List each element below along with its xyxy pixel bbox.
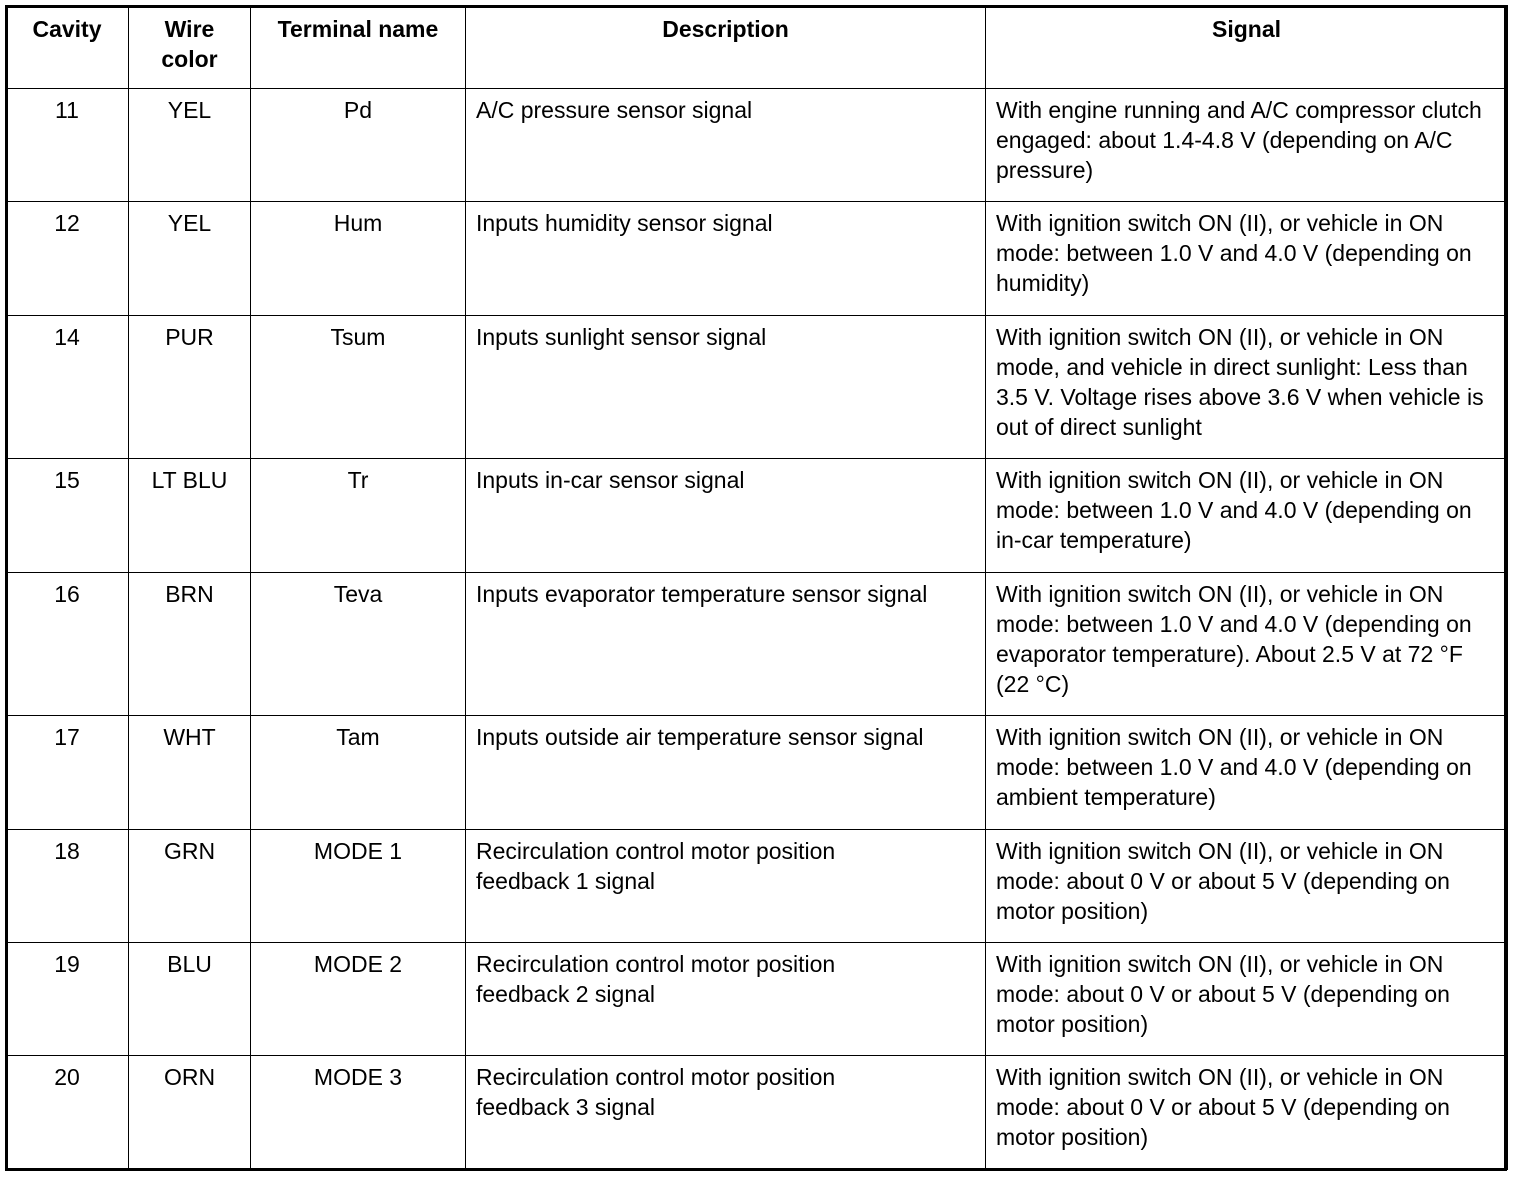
- cell-wire-color: YEL: [129, 202, 251, 316]
- cell-terminal-name: MODE 3: [251, 1056, 466, 1170]
- table-row: [6, 89, 1508, 202]
- table-row: [6, 716, 1508, 830]
- cell-cavity: 11: [6, 89, 129, 202]
- table-row: [6, 202, 1508, 316]
- cell-cavity: 15: [6, 459, 129, 573]
- cell-cavity: 14: [6, 316, 129, 459]
- cell-terminal-name: Tsum: [251, 316, 466, 459]
- table-row: [6, 316, 1508, 459]
- table-row: [6, 830, 1508, 943]
- cell-terminal-name: Teva: [251, 573, 466, 716]
- header-signal: Signal: [986, 6, 1508, 89]
- cell-signal: With ignition switch ON (II), or vehicle in ON mode: between 1.0 V and 4.0 V (depending on evaporator temperature). About 2.5 V at 72 °F (22 °C): [986, 573, 1508, 716]
- cell-signal: With engine running and A/C compressor clutch engaged: about 1.4-4.8 V (depending on A/C pressure): [986, 89, 1508, 202]
- cell-cavity: 20: [6, 1056, 129, 1170]
- table-row: [6, 573, 1508, 716]
- cell-terminal-name: Pd: [251, 89, 466, 202]
- cell-cavity: 18: [6, 830, 129, 943]
- table-row: [6, 943, 1508, 1056]
- cell-description: Inputs in-car sensor signal: [466, 459, 986, 573]
- connector-pinout-table: [5, 5, 1508, 1170]
- pinout-table-container: [5, 5, 1507, 1170]
- cell-description: Recirculation control motor position feedback 3 signal: [466, 1056, 986, 1170]
- cell-wire-color: BRN: [129, 573, 251, 716]
- cell-signal: With ignition switch ON (II), or vehicle in ON mode: between 1.0 V and 4.0 V (depending on ambient temperature): [986, 716, 1508, 830]
- table-row: [6, 459, 1508, 573]
- cell-cavity: 19: [6, 943, 129, 1056]
- header-wire-color: Wire color: [129, 6, 251, 89]
- cell-wire-color: PUR: [129, 316, 251, 459]
- cell-description: Inputs humidity sensor signal: [466, 202, 986, 316]
- cell-description: Recirculation control motor position feedback 1 signal: [466, 830, 986, 943]
- cell-wire-color: ORN: [129, 1056, 251, 1170]
- cell-signal: With ignition switch ON (II), or vehicle in ON mode: between 1.0 V and 4.0 V (depending on in-car temperature): [986, 459, 1508, 573]
- cell-terminal-name: Tam: [251, 716, 466, 830]
- cell-cavity: 17: [6, 716, 129, 830]
- cell-cavity: 16: [6, 573, 129, 716]
- table-header-row: [6, 6, 1508, 89]
- cell-wire-color: GRN: [129, 830, 251, 943]
- cell-signal: With ignition switch ON (II), or vehicle in ON mode, and vehicle in direct sunlight: Less than 3.5 V. Voltage rises above 3.6 V when vehicle is out of direct sunlight: [986, 316, 1508, 459]
- cell-signal: With ignition switch ON (II), or vehicle in ON mode: about 0 V or about 5 V (depending on motor position): [986, 943, 1508, 1056]
- cell-signal: With ignition switch ON (II), or vehicle in ON mode: about 0 V or about 5 V (depending on motor position): [986, 830, 1508, 943]
- cell-terminal-name: MODE 2: [251, 943, 466, 1056]
- cell-terminal-name: MODE 1: [251, 830, 466, 943]
- cell-description: Recirculation control motor position feedback 2 signal: [466, 943, 986, 1056]
- cell-terminal-name: Tr: [251, 459, 466, 573]
- cell-wire-color: YEL: [129, 89, 251, 202]
- table-row: [6, 1056, 1508, 1170]
- cell-cavity: 12: [6, 202, 129, 316]
- cell-wire-color: WHT: [129, 716, 251, 830]
- cell-wire-color: LT BLU: [129, 459, 251, 573]
- cell-description: Inputs outside air temperature sensor signal: [466, 716, 986, 830]
- cell-description: Inputs sunlight sensor signal: [466, 316, 986, 459]
- cell-terminal-name: Hum: [251, 202, 466, 316]
- cell-signal: With ignition switch ON (II), or vehicle in ON mode: about 0 V or about 5 V (depending on motor position): [986, 1056, 1508, 1170]
- cell-description: A/C pressure sensor signal: [466, 89, 986, 202]
- header-description: Description: [466, 6, 986, 89]
- cell-signal: With ignition switch ON (II), or vehicle in ON mode: between 1.0 V and 4.0 V (depending on humidity): [986, 202, 1508, 316]
- header-terminal-name: Terminal name: [251, 6, 466, 89]
- cell-description: Inputs evaporator temperature sensor signal: [466, 573, 986, 716]
- header-cavity: Cavity: [6, 6, 129, 89]
- cell-wire-color: BLU: [129, 943, 251, 1056]
